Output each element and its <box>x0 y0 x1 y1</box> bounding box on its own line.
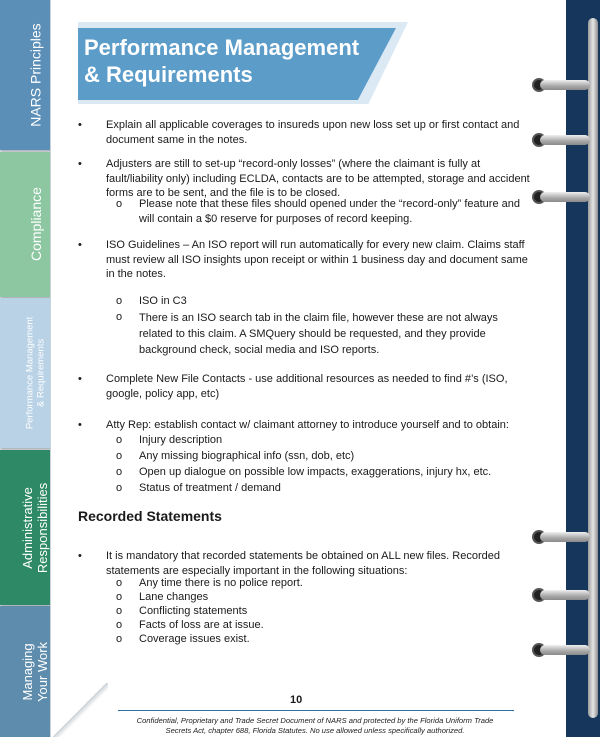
binder-ring <box>532 588 592 602</box>
sub-bullet-text: Coverage issues exist. <box>139 633 250 645</box>
bullet-text: Adjusters are still to set-up “record-only losses” (where the claimant is fully at fault/liability only) including ECLDA, contacts are to be attempted, storage and accident forms are to be sent, and the file is to be closed. <box>106 158 530 199</box>
bullet-marker: • <box>78 373 82 385</box>
bullet-marker: • <box>78 239 82 251</box>
footer-line: Confidential, Proprietary and Trade Secret Document of NARS and protected by the Florida Uniform Trade <box>136 716 494 725</box>
sub-bullet-text: Facts of loss are at issue. <box>139 619 264 631</box>
tab-label-line: Performance Management <box>24 316 36 430</box>
section-heading: Recorded Statements <box>78 508 222 524</box>
tab-label <box>25 317 47 429</box>
tab-label <box>21 642 51 702</box>
sub-bullet-marker: o <box>116 311 123 323</box>
bullet-text: Complete New File Contacts - use additional resources as needed to find #’s (ISO, google, policy app, etc) <box>106 373 508 400</box>
tab-label-line: Managing <box>20 642 36 701</box>
sub-bullet-text: Lane changes <box>139 591 209 603</box>
tab-label <box>21 482 51 572</box>
bullet-marker: • <box>78 419 82 431</box>
sub-bullet-marker: o <box>116 591 123 603</box>
sub-bullet-marker: o <box>116 619 123 631</box>
bullet-text: Explain all applicable coverages to insureds upon new loss set up or first contact and document same in the notes. <box>106 119 520 146</box>
sub-bullet-marker: o <box>116 577 123 589</box>
sub-bullet-text: Any time there is no police report. <box>139 577 303 589</box>
tab-label: Compliance <box>27 187 44 262</box>
tab-label-line: Your Work <box>34 641 50 702</box>
page-number: 10 <box>290 694 303 706</box>
sub-bullet-text: Any missing biographical info (ssn, dob, etc) <box>139 450 355 462</box>
tab-label-line: Responsibilities <box>35 482 51 573</box>
sub-bullet-text: There is an ISO search tab in the claim file, however these are not always related to this claim. A SMQuery should be requested, and they provide background check, social media and ISO reports. <box>139 312 498 356</box>
page-title-line: Performance Management <box>84 35 360 60</box>
page-title-line: & Requirements <box>84 62 253 87</box>
sub-bullet-marker: o <box>116 482 123 494</box>
binder-ring <box>532 530 592 544</box>
sub-bullet-text: Open up dialogue on possible low impacts, exaggerations, injury hx, etc. <box>139 466 492 478</box>
page-curl <box>50 683 108 737</box>
sub-bullet-text: Conflicting statements <box>139 605 248 617</box>
sub-bullet-marker: o <box>116 450 123 462</box>
bullet-marker: • <box>78 550 82 562</box>
binder-ring <box>532 643 592 657</box>
binder-ring <box>532 78 592 92</box>
bullet-text: ISO Guidelines – An ISO report will run automatically for every new claim. Claims staff must review all ISO insights upon receipt or within 1 business day and document same in the notes. <box>106 239 528 280</box>
footer-divider <box>118 710 514 711</box>
bullet-text: Atty Rep: establish contact w/ claimant attorney to introduce yourself and to obtain: <box>106 419 509 431</box>
binder-edge <box>560 0 566 737</box>
sub-bullet-text: Please note that these files should opened under the “record-only” feature and will contain a $0 reserve for purposes of record keeping. <box>139 198 520 225</box>
confidentiality-footer <box>110 716 520 736</box>
sub-bullet-marker: o <box>116 295 123 307</box>
binder-spine <box>588 18 598 718</box>
tab-label-line: & Requirements <box>35 338 47 408</box>
bullet-marker: • <box>78 158 82 170</box>
tab-label-line: Administrative <box>20 486 36 569</box>
sub-bullet-marker: o <box>116 466 123 478</box>
binder-ring <box>532 190 592 204</box>
page-title <box>84 34 404 88</box>
sub-bullet-marker: o <box>116 605 123 617</box>
bullet-marker: • <box>78 119 82 131</box>
sub-bullet-text: ISO in C3 <box>139 295 187 307</box>
tab-label: NARS Principles <box>27 23 44 127</box>
bullet-text: It is mandatory that recorded statements be obtained on ALL new files. Recorded statements are especially important in the following situations: <box>106 550 500 577</box>
sub-bullet-marker: o <box>116 633 123 645</box>
binder-ring <box>532 133 592 147</box>
sub-bullet-text: Injury description <box>139 434 223 446</box>
sub-bullet-text: Status of treatment / demand <box>139 482 281 494</box>
footer-line: Secrets Act, chapter 688, Florida Statutes. No use allowed unless specifically authorized. <box>165 726 465 735</box>
sub-bullet-marker: o <box>116 198 123 210</box>
sub-bullet-marker: o <box>116 434 123 446</box>
